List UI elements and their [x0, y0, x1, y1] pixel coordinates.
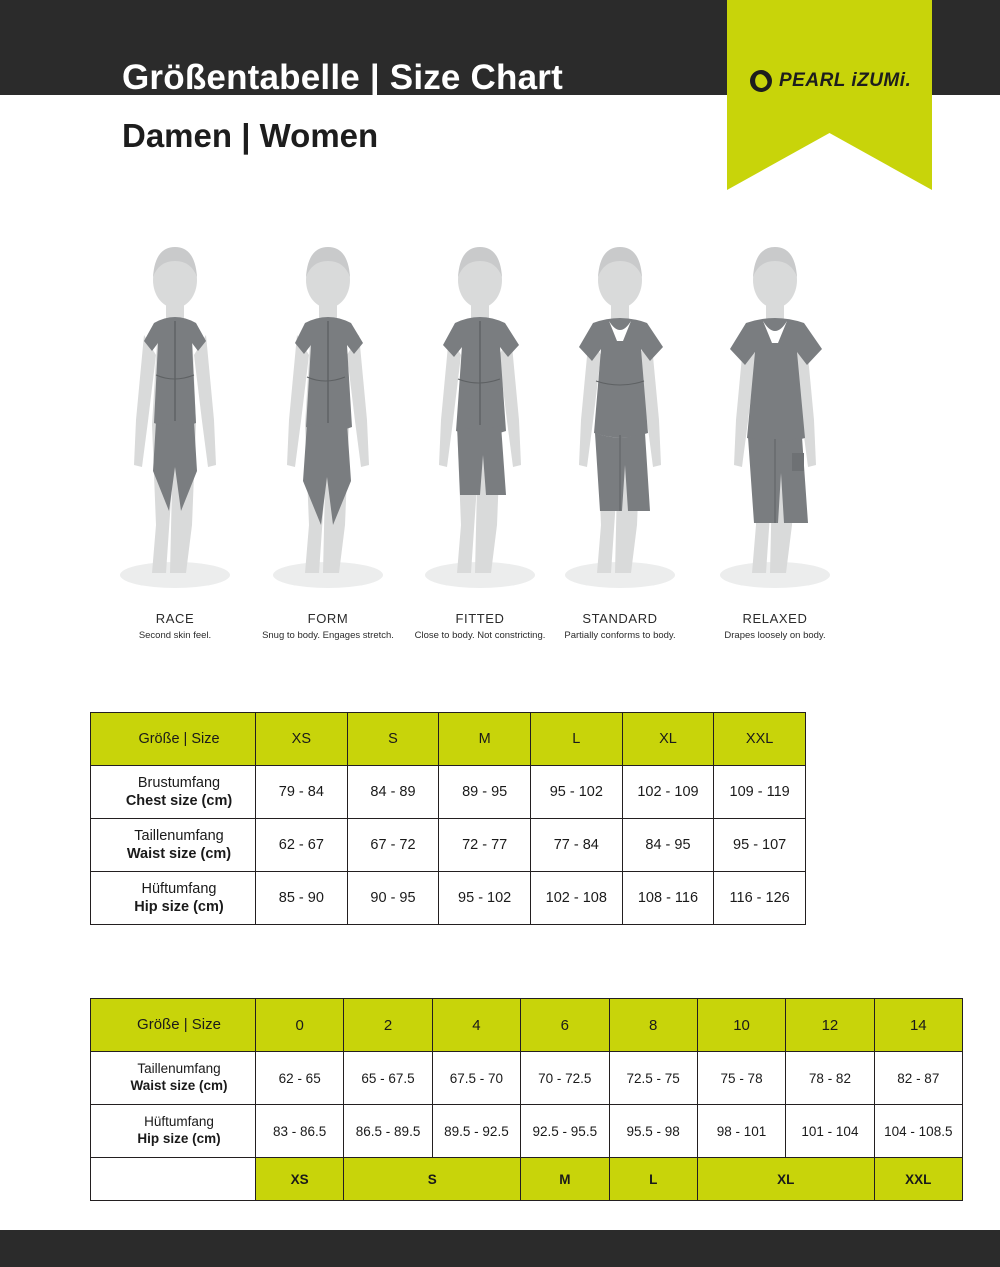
table-cell: 95 - 102	[439, 872, 531, 925]
table-cell: 83 - 86.5	[256, 1105, 344, 1158]
fit-description: Close to body. Not constricting.	[414, 630, 546, 641]
table-header-row	[91, 999, 963, 1052]
table-cell: 65 - 67.5	[344, 1052, 432, 1105]
table-cell: 72.5 - 75	[609, 1052, 697, 1105]
pearl-izumi-mark-icon	[750, 70, 772, 92]
brand-name: PEARL iZUMi.	[779, 70, 912, 91]
table1-header-cell: XS	[256, 713, 348, 766]
fit-description: Snug to body. Engages stretch.	[262, 630, 394, 641]
table-cell: 75 - 78	[697, 1052, 785, 1105]
table-cell: 116 - 126	[714, 872, 806, 925]
size-table-numeric-sizes	[90, 998, 963, 1201]
table1-header-cell: M	[439, 713, 531, 766]
race-figure-icon	[100, 225, 250, 605]
table-row	[91, 872, 806, 925]
fit-name: FITTED	[455, 611, 505, 626]
footer-size-label: M	[521, 1158, 609, 1201]
table2-header-cell: 12	[786, 999, 874, 1052]
table-footer-row	[91, 1158, 963, 1201]
page-subtitle: Damen | Women	[122, 117, 379, 154]
relaxed-figure-icon	[700, 225, 850, 605]
table1-header-cell: Größe | Size	[91, 713, 256, 766]
fit-figure-form	[248, 225, 408, 665]
page-title: Größentabelle | Size Chart	[122, 58, 563, 97]
table-cell: 95 - 102	[530, 766, 622, 819]
table-cell: 77 - 84	[530, 819, 622, 872]
table-cell: 67.5 - 70	[432, 1052, 520, 1105]
table-cell: 86.5 - 89.5	[344, 1105, 432, 1158]
fit-description: Second skin feel.	[138, 630, 212, 641]
fitted-figure-icon	[405, 225, 555, 605]
table2-header-cell: 8	[609, 999, 697, 1052]
table-cell: 95 - 107	[714, 819, 806, 872]
table-cell: 82 - 87	[874, 1052, 962, 1105]
table1-header-cell: L	[530, 713, 622, 766]
footer-size-label: S	[344, 1158, 521, 1201]
row-label	[91, 1052, 256, 1105]
footer-size-label: XXL	[874, 1158, 962, 1201]
row-label	[91, 766, 256, 819]
standard-figure-icon	[545, 225, 695, 605]
table2-header-cell: 10	[697, 999, 785, 1052]
table-cell: 72 - 77	[439, 819, 531, 872]
table-cell: 109 - 119	[714, 766, 806, 819]
footer-size-label: XL	[697, 1158, 874, 1201]
row-label	[91, 872, 256, 925]
table1-header-cell: XXL	[714, 713, 806, 766]
form-figure-icon	[253, 225, 403, 605]
table-cell: 79 - 84	[256, 766, 348, 819]
table-cell: 101 - 104	[786, 1105, 874, 1158]
fit-illustrations	[0, 225, 1000, 665]
fit-name: RELAXED	[742, 611, 808, 626]
row-label	[91, 819, 256, 872]
table-cell: 95.5 - 98	[609, 1105, 697, 1158]
fit-figure-relaxed	[695, 225, 855, 665]
row-label-de: Taillenumfang	[134, 827, 224, 844]
table-row	[91, 819, 806, 872]
fit-description: Drapes loosely on body.	[724, 630, 826, 641]
table-cell: 62 - 67	[256, 819, 348, 872]
table-cell: 102 - 108	[530, 872, 622, 925]
row-label-en: Hip size (cm)	[137, 1131, 221, 1146]
table1-header-cell: S	[347, 713, 439, 766]
table-cell: 90 - 95	[347, 872, 439, 925]
table-row	[91, 1105, 963, 1158]
row-label-de: Hüftumfang	[144, 1114, 214, 1130]
row-label	[91, 1105, 256, 1158]
table-cell: 84 - 95	[622, 819, 714, 872]
fit-name: RACE	[155, 611, 195, 626]
table-cell: 108 - 116	[622, 872, 714, 925]
fit-figure-race	[95, 225, 255, 665]
table-header-row	[91, 713, 806, 766]
footer-size-label: XS	[256, 1158, 344, 1201]
table-cell: 78 - 82	[786, 1052, 874, 1105]
row-label-en: Waist size (cm)	[126, 846, 232, 862]
fit-description: Partially conforms to body.	[564, 630, 676, 641]
table2-header-cell: 2	[344, 999, 432, 1052]
table-cell: 98 - 101	[697, 1105, 785, 1158]
table-cell: 89.5 - 92.5	[432, 1105, 520, 1158]
footer-size-label: L	[609, 1158, 697, 1201]
table-cell: 85 - 90	[256, 872, 348, 925]
table-cell: 102 - 109	[622, 766, 714, 819]
table2-header-cell: 0	[256, 999, 344, 1052]
fit-figure-standard	[540, 225, 700, 665]
table-cell: 84 - 89	[347, 766, 439, 819]
brand-banner	[727, 0, 932, 190]
row-label-de: Brustumfang	[137, 774, 221, 791]
table1-header-cell: XL	[622, 713, 714, 766]
table-cell: 67 - 72	[347, 819, 439, 872]
page-footer-bar	[0, 1230, 1000, 1267]
table2-header-cell: Größe | Size	[91, 999, 256, 1052]
row-label-en: Chest size (cm)	[125, 793, 233, 809]
pearl-izumi-logo	[750, 68, 915, 94]
row-label-en: Waist size (cm)	[130, 1078, 228, 1093]
row-label-en: Hip size (cm)	[134, 899, 224, 915]
footer-spacer	[91, 1158, 256, 1201]
table-cell: 92.5 - 95.5	[521, 1105, 609, 1158]
fit-name: STANDARD	[582, 611, 658, 626]
size-table-letter-sizes	[90, 712, 806, 925]
table-row	[91, 766, 806, 819]
table2-header-cell: 6	[521, 999, 609, 1052]
row-label-de: Taillenumfang	[137, 1061, 221, 1077]
fit-figure-fitted	[400, 225, 560, 665]
fit-name: FORM	[307, 611, 349, 626]
table-row	[91, 1052, 963, 1105]
table-cell: 104 - 108.5	[874, 1105, 962, 1158]
table-cell: 89 - 95	[439, 766, 531, 819]
table-cell: 70 - 72.5	[521, 1052, 609, 1105]
table2-header-cell: 14	[874, 999, 962, 1052]
table2-header-cell: 4	[432, 999, 520, 1052]
row-label-de: Hüftumfang	[141, 880, 217, 897]
table-cell: 62 - 65	[256, 1052, 344, 1105]
